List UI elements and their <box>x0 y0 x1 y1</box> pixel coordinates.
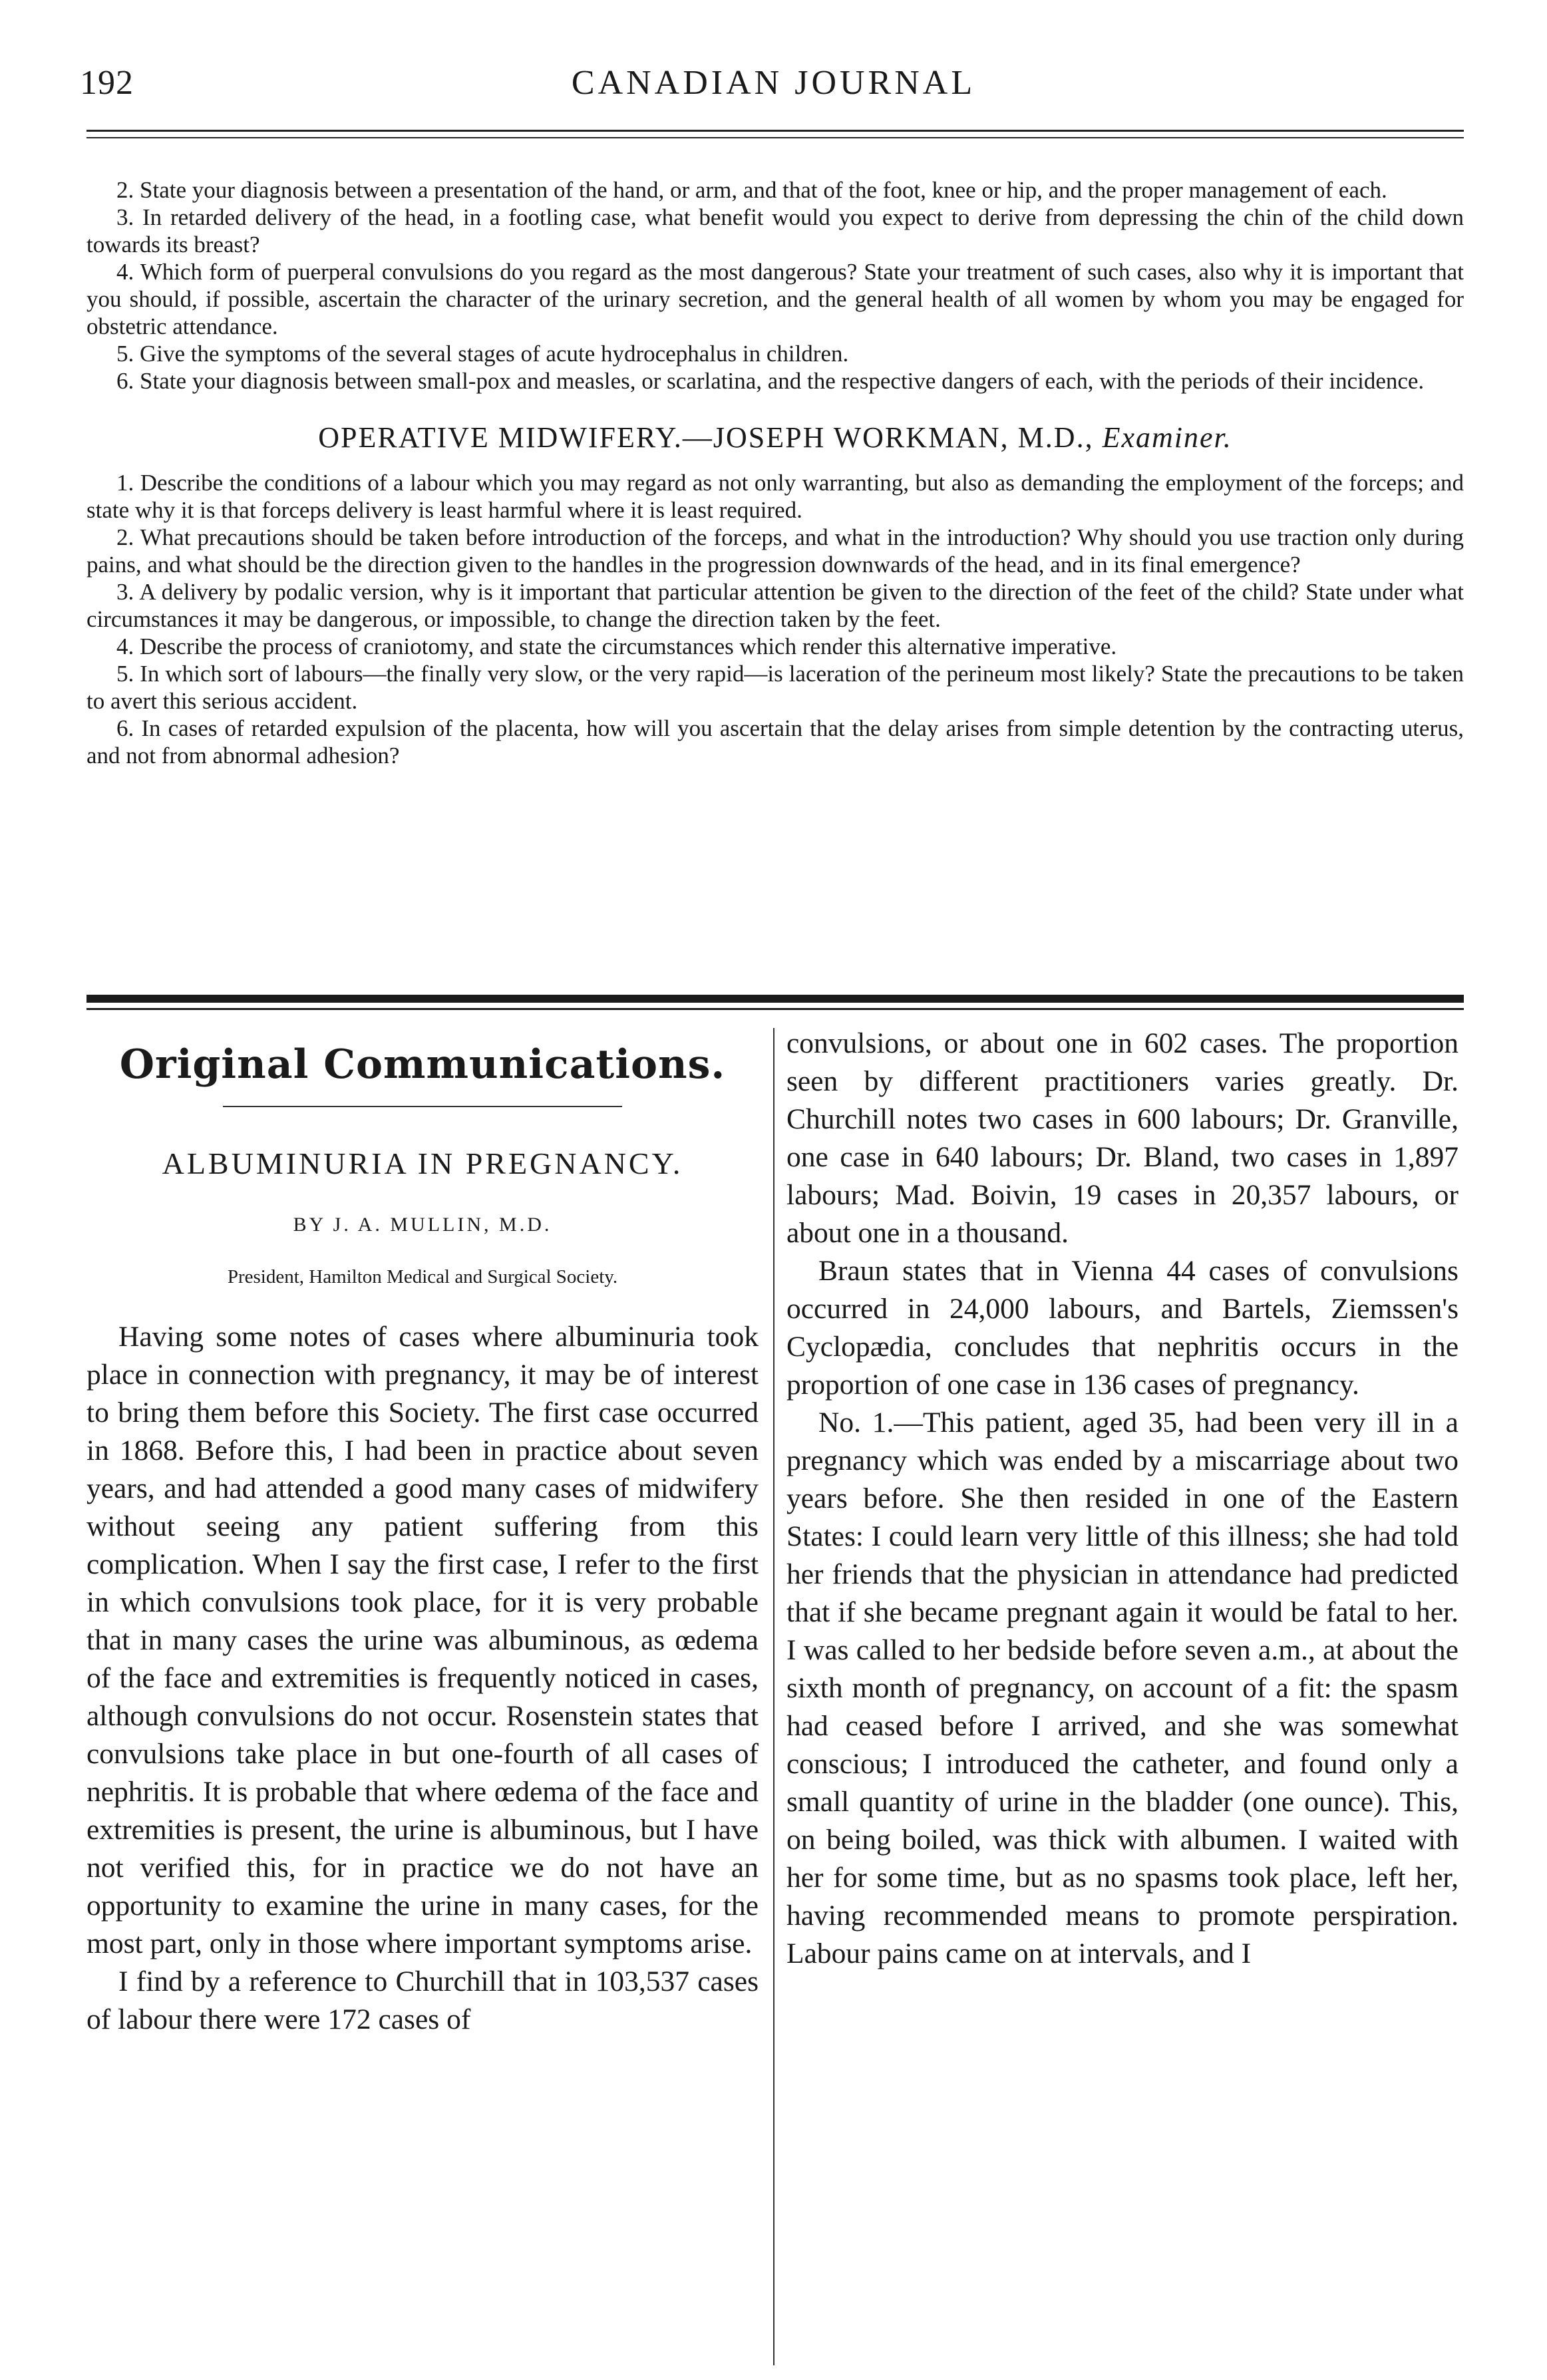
operative-question: 6. In cases of retarded expulsion of the placenta, how will you ascertain that the delay arises from simple detention by the contracting uterus, and not from abnormal adhesion? <box>86 715 1464 768</box>
title-rule <box>223 1106 622 1107</box>
body-paragraph: No. 1.—This patient, aged 35, had been very ill in a pregnancy which was ended by a miscarriage about two years before. She then resided in one of the Eastern States: I could learn very little of this illness; she had told her friends that the physician in attendance had predicted that if she became pregnant again it would be fatal to her. I was called to her bedside before seven a.m., at about the sixth month of pregnancy, on account of a fit: the spasm had ceased before I arrived, and she was somewhat conscious; I introduced the catheter, and found only a small quantity of urine in the bladder (one ounce). This, on being boiled, was thick with albumen. I waited with her for some time, but as no spasms took place, left her, having recommended means to promote perspiration. Labour pains came on at intervals, and I <box>786 1407 1459 1969</box>
page-number: 192 <box>80 64 134 102</box>
running-head: CANADIAN JOURNAL <box>571 64 976 102</box>
body-paragraph: Braun states that in Vienna 44 cases of convulsions occurred in 24,000 labours, and Bartels, Ziemssen's Cyclopædia, concludes that nephritis occurs in the proportion of one case in 136 cases of pregnancy. <box>786 1255 1459 1401</box>
heading-text: OPERATIVE MIDWIFERY.—JOSEPH WORKMAN, M.D., <box>318 421 1103 454</box>
operative-midwifery-heading <box>86 421 1464 454</box>
exam-question: 5. Give the symptoms of the several stages of acute hydrocephalus in children. <box>116 341 849 367</box>
author-affiliation: President, Hamilton Medical and Surgical Society. <box>227 1266 618 1287</box>
body-paragraph: convulsions, or about one in 602 cases. The proportion seen by different practitioners varies greatly. Dr. Churchill notes two cases in 600 labours; Dr. Granville, one case in 640 labours; Dr. Bland, two cases in 1,897 labours; Mad. Boivin, 19 cases in 20,357 labours, or about one in a thousand. <box>786 1027 1459 1249</box>
header-rule-secondary <box>86 137 1464 138</box>
body-paragraph: Having some notes of cases where albuminuria took place in connection with pregnancy, it may be of interest to bring them before this Society. The first case occurred in 1868. Before this, I had been in practice about seven years, and had attended a good many cases of midwifery without seeing any patient suffering from this complication. When I say the first case, I refer to the first in which convulsions took place, for it is very probable that in many cases the urine was albuminous, as œdema of the face and extremities is frequently noticed in cases, although convulsions do not occur. Rosenstein states that convulsions take place in but one-fourth of all cases of nephritis. It is probable that where œdema of the face and extremities is present, the urine is albuminous, but I have not verified this, for in practice we do not have an opportunity to examine the urine in many cases, for the most part, only in those where important symptoms arise. <box>86 1321 759 1959</box>
article-title: ALBUMINURIA IN PREGNANCY. <box>162 1146 683 1180</box>
operative-question: 4. Describe the process of craniotomy, and state the circumstances which render this alternative imperative. <box>116 633 1117 659</box>
exam-questions <box>86 176 1464 769</box>
section-title: Original Communications. <box>119 1041 726 1088</box>
header-rule <box>86 130 1464 132</box>
exam-question: 2. State your diagnosis between a presentation of the hand, or arm, and that of the foot, knee or hip, and the proper management of each. <box>116 177 1387 203</box>
column-divider <box>773 1028 774 2365</box>
right-column <box>786 1025 1459 1973</box>
operative-question: 2. What precautions should be taken before introduction of the forceps, and what in the introduction? Why should you use traction only during pains, and what should be the direction given to the handles in the progression downwards of the head, and in its final emergence? <box>86 524 1464 578</box>
operative-question: 1. Describe the conditions of a labour which you may regard as not only warranting, but also as demanding the employment of the forceps; and state why it is that forceps delivery is least harmful where it is least required. <box>86 470 1464 523</box>
section-separator <box>86 995 1464 1003</box>
operative-question: 3. A delivery by podalic version, why is it important that particular attention be given to the direction of the feet of the child? State under what circumstances it may be dangerous, or impossible, to change the direction taken by the feet. <box>86 579 1464 632</box>
left-column <box>86 1025 759 2039</box>
section-separator-thin <box>86 1008 1464 1010</box>
body-paragraph: I find by a reference to Churchill that in 103,537 cases of labour there were 172 cases of <box>86 1965 759 2035</box>
examiner-label: Examiner. <box>1102 421 1232 454</box>
exam-question: 4. Which form of puerperal convulsions do you regard as the most dangerous? State your treatment of such cases, also why it is important that you should, if possible, ascertain the character of the urinary secretion, and the general health of all women by whom you may be engaged for obstetric attendance. <box>86 259 1464 339</box>
author-byline: BY J. A. MULLIN, M.D. <box>293 1214 552 1236</box>
operative-question: 5. In which sort of labours—the finally very slow, or the very rapid—is laceration of the perineum most likely? State the precautions to be taken to avert this serious accident. <box>86 661 1464 714</box>
exam-question: 3. In retarded delivery of the head, in a footling case, what benefit would you expect to derive from depressing the chin of the child down towards its breast? <box>86 204 1464 257</box>
exam-question: 6. State your diagnosis between small-pox and measles, or scarlatina, and the respective dangers of each, with the periods of their incidence. <box>116 368 1425 394</box>
